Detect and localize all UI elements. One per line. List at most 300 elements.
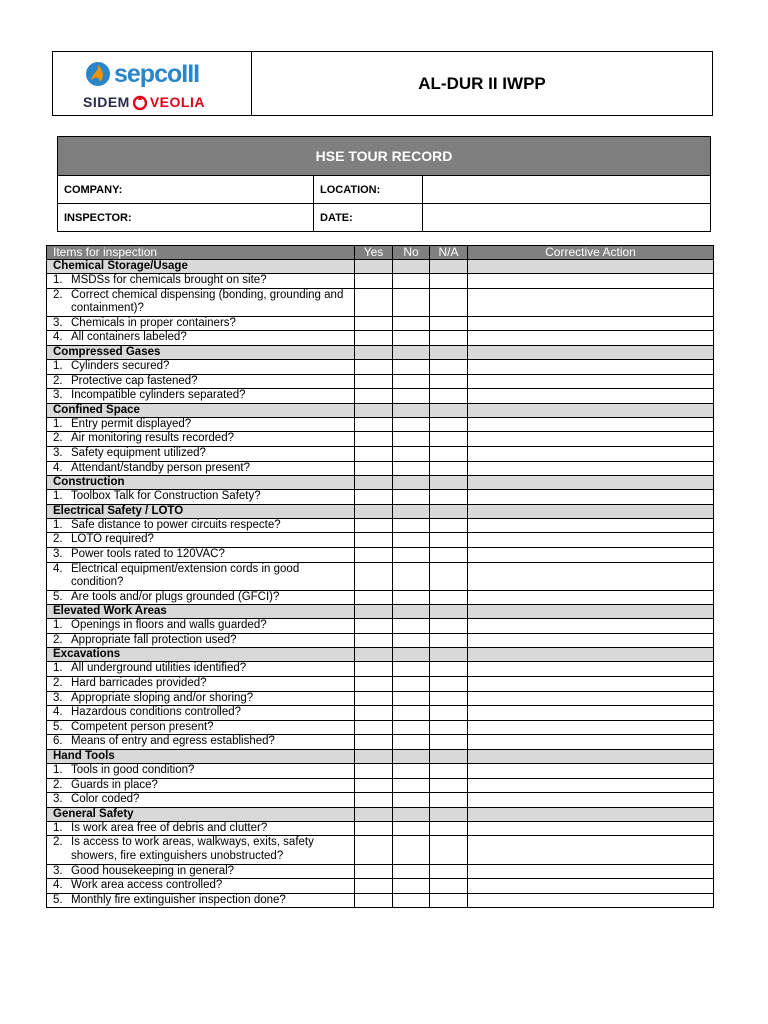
checklist-item-row bbox=[47, 633, 714, 648]
item-cell bbox=[47, 764, 355, 779]
no-cell[interactable] bbox=[393, 893, 430, 908]
date-label: DATE: bbox=[314, 204, 423, 232]
corrective-action-cell[interactable] bbox=[468, 662, 714, 677]
no-cell[interactable] bbox=[393, 677, 430, 692]
checklist-item-row bbox=[47, 677, 714, 692]
no-cell[interactable] bbox=[393, 764, 430, 779]
col-header-items: Items for inspection bbox=[47, 246, 355, 260]
no-cell[interactable] bbox=[393, 836, 430, 864]
checklist-item-row bbox=[47, 533, 714, 548]
item-cell bbox=[47, 619, 355, 634]
checklist-item-row bbox=[47, 720, 714, 735]
corrective-action-cell[interactable] bbox=[468, 518, 714, 533]
item-label: 6. Means of entry and egress established? bbox=[53, 735, 275, 748]
na-cell[interactable] bbox=[430, 417, 468, 432]
no-cell[interactable] bbox=[393, 432, 430, 447]
yes-cell[interactable] bbox=[355, 288, 393, 316]
corrective-action-cell[interactable] bbox=[468, 677, 714, 692]
location-field[interactable] bbox=[423, 176, 711, 204]
item-label: 5. Competent person present? bbox=[53, 720, 214, 733]
item-cell bbox=[47, 590, 355, 605]
item-cell bbox=[47, 836, 355, 864]
checklist-item-row bbox=[47, 274, 714, 289]
item-cell bbox=[47, 793, 355, 808]
na-cell[interactable] bbox=[430, 432, 468, 447]
item-label: 2. Appropriate fall protection used? bbox=[53, 633, 237, 646]
company-logo bbox=[53, 52, 252, 115]
item-cell bbox=[47, 778, 355, 793]
corrective-action-cell[interactable] bbox=[468, 836, 714, 864]
no-cell[interactable] bbox=[393, 359, 430, 374]
logo-sidem-text: SIDEM bbox=[83, 94, 130, 110]
na-cell[interactable] bbox=[430, 879, 468, 894]
checklist-item-row bbox=[47, 764, 714, 779]
section-title: Elevated Work Areas bbox=[47, 605, 355, 619]
corrective-action-cell[interactable] bbox=[468, 490, 714, 505]
section-title: Confined Space bbox=[47, 403, 355, 417]
checklist-item-row bbox=[47, 461, 714, 476]
item-cell bbox=[47, 562, 355, 590]
item-cell bbox=[47, 864, 355, 879]
no-cell[interactable] bbox=[393, 562, 430, 590]
no-cell[interactable] bbox=[393, 706, 430, 721]
item-cell bbox=[47, 533, 355, 548]
item-label: 3. Safety equipment utilized? bbox=[53, 446, 206, 459]
item-label: 1. Openings in floors and walls guarded? bbox=[53, 619, 267, 632]
section-blank-cell bbox=[393, 504, 430, 518]
item-cell bbox=[47, 461, 355, 476]
na-cell[interactable] bbox=[430, 331, 468, 346]
na-cell[interactable] bbox=[430, 706, 468, 721]
item-label: 4. Attendant/standby person present? bbox=[53, 461, 251, 474]
item-label: 1. Entry permit displayed? bbox=[53, 417, 192, 430]
corrective-action-cell[interactable] bbox=[468, 389, 714, 404]
section-blank-cell bbox=[355, 476, 393, 490]
document-title: AL-DUR II IWPP bbox=[418, 73, 546, 93]
section-blank-cell bbox=[393, 260, 430, 274]
corrective-action-cell[interactable] bbox=[468, 316, 714, 331]
no-cell[interactable] bbox=[393, 533, 430, 548]
company-label: COMPANY: bbox=[58, 176, 314, 204]
section-blank-cell bbox=[393, 807, 430, 821]
section-blank-cell bbox=[355, 504, 393, 518]
section-blank-cell bbox=[468, 403, 714, 417]
yes-cell[interactable] bbox=[355, 821, 393, 836]
section-blank-cell bbox=[355, 750, 393, 764]
veolia-icon bbox=[133, 95, 147, 110]
item-label: 4. Electrical equipment/extension cords in good condition? bbox=[53, 562, 300, 589]
yes-cell[interactable] bbox=[355, 562, 393, 590]
checklist-item-row bbox=[47, 691, 714, 706]
yes-cell[interactable] bbox=[355, 316, 393, 331]
corrective-action-cell[interactable] bbox=[468, 461, 714, 476]
section-blank-cell bbox=[430, 807, 468, 821]
item-cell bbox=[47, 389, 355, 404]
no-cell[interactable] bbox=[393, 417, 430, 432]
corrective-action-cell[interactable] bbox=[468, 446, 714, 461]
item-cell bbox=[47, 331, 355, 346]
yes-cell[interactable] bbox=[355, 274, 393, 289]
section-title: Hand Tools bbox=[47, 750, 355, 764]
checklist-item-row bbox=[47, 359, 714, 374]
item-label: 3. Appropriate sloping and/or shoring? bbox=[53, 691, 254, 704]
checklist-item-row bbox=[47, 374, 714, 389]
no-cell[interactable] bbox=[393, 720, 430, 735]
yes-cell[interactable] bbox=[355, 461, 393, 476]
na-cell[interactable] bbox=[430, 288, 468, 316]
col-header-no: No bbox=[393, 246, 430, 260]
yes-cell[interactable] bbox=[355, 374, 393, 389]
section-blank-cell bbox=[393, 750, 430, 764]
corrective-action-cell[interactable] bbox=[468, 432, 714, 447]
checklist-item-row bbox=[47, 706, 714, 721]
no-cell[interactable] bbox=[393, 316, 430, 331]
item-label: 1. Tools in good condition? bbox=[53, 764, 195, 777]
corrective-action-cell[interactable] bbox=[468, 274, 714, 289]
checklist-item-row bbox=[47, 836, 714, 864]
na-cell[interactable] bbox=[430, 359, 468, 374]
na-cell[interactable] bbox=[430, 691, 468, 706]
na-cell[interactable] bbox=[430, 562, 468, 590]
yes-cell[interactable] bbox=[355, 836, 393, 864]
section-blank-cell bbox=[355, 605, 393, 619]
no-cell[interactable] bbox=[393, 274, 430, 289]
item-cell bbox=[47, 432, 355, 447]
item-cell bbox=[47, 518, 355, 533]
yes-cell[interactable] bbox=[355, 662, 393, 677]
yes-cell[interactable] bbox=[355, 432, 393, 447]
section-blank-cell bbox=[430, 648, 468, 662]
section-blank-cell bbox=[430, 476, 468, 490]
corrective-action-cell[interactable] bbox=[468, 417, 714, 432]
inspection-checklist bbox=[46, 245, 714, 908]
na-cell[interactable] bbox=[430, 720, 468, 735]
item-cell bbox=[47, 720, 355, 735]
yes-cell[interactable] bbox=[355, 778, 393, 793]
corrective-action-cell[interactable] bbox=[468, 288, 714, 316]
section-blank-cell bbox=[393, 476, 430, 490]
item-cell bbox=[47, 677, 355, 692]
section-blank-cell bbox=[468, 476, 714, 490]
item-label: 1. Is work area free of debris and clutter? bbox=[53, 821, 268, 834]
no-cell[interactable] bbox=[393, 490, 430, 505]
item-cell bbox=[47, 735, 355, 750]
corrective-action-cell[interactable] bbox=[468, 706, 714, 721]
checklist-item-row bbox=[47, 864, 714, 879]
section-blank-cell bbox=[393, 345, 430, 359]
sepco-flame-icon bbox=[85, 61, 111, 87]
no-cell[interactable] bbox=[393, 793, 430, 808]
corrective-action-cell[interactable] bbox=[468, 720, 714, 735]
section-row bbox=[47, 605, 714, 619]
checklist-item-row bbox=[47, 793, 714, 808]
section-blank-cell bbox=[355, 345, 393, 359]
item-label: 1. Toolbox Talk for Construction Safety? bbox=[53, 490, 261, 503]
item-cell bbox=[47, 316, 355, 331]
section-blank-cell bbox=[468, 504, 714, 518]
section-blank-cell bbox=[468, 648, 714, 662]
section-blank-cell bbox=[468, 750, 714, 764]
yes-cell[interactable] bbox=[355, 793, 393, 808]
na-cell[interactable] bbox=[430, 893, 468, 908]
item-label: 1. Safe distance to power circuits respecte? bbox=[53, 518, 281, 531]
section-blank-cell bbox=[430, 345, 468, 359]
section-blank-cell bbox=[430, 260, 468, 274]
item-cell bbox=[47, 706, 355, 721]
na-cell[interactable] bbox=[430, 633, 468, 648]
section-blank-cell bbox=[393, 648, 430, 662]
item-cell bbox=[47, 274, 355, 289]
corrective-action-cell[interactable] bbox=[468, 374, 714, 389]
item-cell bbox=[47, 821, 355, 836]
section-blank-cell bbox=[393, 403, 430, 417]
na-cell[interactable] bbox=[430, 274, 468, 289]
checklist-item-row bbox=[47, 619, 714, 634]
na-cell[interactable] bbox=[430, 619, 468, 634]
corrective-action-cell[interactable] bbox=[468, 633, 714, 648]
checklist-item-row bbox=[47, 893, 714, 908]
section-title: Construction bbox=[47, 476, 355, 490]
col-header-corrective-action: Corrective Action bbox=[468, 246, 714, 260]
section-blank-cell bbox=[430, 750, 468, 764]
yes-cell[interactable] bbox=[355, 706, 393, 721]
checklist-item-row bbox=[47, 446, 714, 461]
checklist-item-row bbox=[47, 879, 714, 894]
checklist-item-row bbox=[47, 662, 714, 677]
yes-cell[interactable] bbox=[355, 720, 393, 735]
item-label: 1. MSDSs for chemicals brought on site? bbox=[53, 274, 267, 286]
section-row bbox=[47, 260, 714, 274]
na-cell[interactable] bbox=[430, 764, 468, 779]
na-cell[interactable] bbox=[430, 518, 468, 533]
checklist-item-row bbox=[47, 590, 714, 605]
item-label: 2. Air monitoring results recorded? bbox=[53, 432, 234, 445]
yes-cell[interactable] bbox=[355, 518, 393, 533]
no-cell[interactable] bbox=[393, 662, 430, 677]
document-header bbox=[52, 51, 713, 116]
item-label: 3. Color coded? bbox=[53, 793, 140, 806]
no-cell[interactable] bbox=[393, 374, 430, 389]
inspector-label: INSPECTOR: bbox=[58, 204, 314, 232]
checklist-item-row bbox=[47, 821, 714, 836]
corrective-action-cell[interactable] bbox=[468, 547, 714, 562]
yes-cell[interactable] bbox=[355, 619, 393, 634]
checklist-item-row bbox=[47, 417, 714, 432]
no-cell[interactable] bbox=[393, 778, 430, 793]
na-cell[interactable] bbox=[430, 446, 468, 461]
yes-cell[interactable] bbox=[355, 691, 393, 706]
section-blank-cell bbox=[430, 403, 468, 417]
section-row bbox=[47, 403, 714, 417]
no-cell[interactable] bbox=[393, 590, 430, 605]
checklist-item-row bbox=[47, 547, 714, 562]
no-cell[interactable] bbox=[393, 288, 430, 316]
section-blank-cell bbox=[430, 605, 468, 619]
no-cell[interactable] bbox=[393, 821, 430, 836]
na-cell[interactable] bbox=[430, 533, 468, 548]
na-cell[interactable] bbox=[430, 735, 468, 750]
item-label: 1. All underground utilities identified? bbox=[53, 662, 247, 675]
yes-cell[interactable] bbox=[355, 590, 393, 605]
checklist-item-row bbox=[47, 562, 714, 590]
logo-veolia-text: VEOLIA bbox=[149, 94, 205, 110]
corrective-action-cell[interactable] bbox=[468, 619, 714, 634]
corrective-action-cell[interactable] bbox=[468, 764, 714, 779]
no-cell[interactable] bbox=[393, 633, 430, 648]
section-row bbox=[47, 750, 714, 764]
corrective-action-cell[interactable] bbox=[468, 793, 714, 808]
na-cell[interactable] bbox=[430, 461, 468, 476]
na-cell[interactable] bbox=[430, 389, 468, 404]
corrective-action-cell[interactable] bbox=[468, 879, 714, 894]
checklist-item-row bbox=[47, 490, 714, 505]
section-title: Excavations bbox=[47, 648, 355, 662]
na-cell[interactable] bbox=[430, 590, 468, 605]
item-label: 4. Work area access controlled? bbox=[53, 879, 223, 892]
date-field[interactable] bbox=[423, 204, 711, 232]
item-cell bbox=[47, 662, 355, 677]
yes-cell[interactable] bbox=[355, 446, 393, 461]
corrective-action-cell[interactable] bbox=[468, 359, 714, 374]
item-cell bbox=[47, 691, 355, 706]
no-cell[interactable] bbox=[393, 331, 430, 346]
no-cell[interactable] bbox=[393, 864, 430, 879]
item-label: 2. Is access to work areas, walkways, exits, safety showers, fire extinguishers unobstructed? bbox=[53, 836, 314, 862]
item-label: 3. Chemicals in proper containers? bbox=[53, 316, 236, 329]
na-cell[interactable] bbox=[430, 821, 468, 836]
checklist-body bbox=[47, 260, 714, 908]
item-cell bbox=[47, 633, 355, 648]
section-row bbox=[47, 504, 714, 518]
corrective-action-cell[interactable] bbox=[468, 864, 714, 879]
item-label: 2. Protective cap fastened? bbox=[53, 374, 198, 387]
yes-cell[interactable] bbox=[355, 359, 393, 374]
no-cell[interactable] bbox=[393, 461, 430, 476]
section-row bbox=[47, 648, 714, 662]
section-title: General Safety bbox=[47, 807, 355, 821]
section-row bbox=[47, 345, 714, 359]
form-banner: HSE TOUR RECORD bbox=[58, 137, 711, 176]
item-label: 3. Good housekeeping in general? bbox=[53, 864, 235, 877]
item-cell bbox=[47, 490, 355, 505]
na-cell[interactable] bbox=[430, 374, 468, 389]
na-cell[interactable] bbox=[430, 778, 468, 793]
no-cell[interactable] bbox=[393, 446, 430, 461]
yes-cell[interactable] bbox=[355, 533, 393, 548]
item-cell bbox=[47, 547, 355, 562]
na-cell[interactable] bbox=[430, 662, 468, 677]
section-title: Compressed Gases bbox=[47, 345, 355, 359]
item-label: 4. All containers labeled? bbox=[53, 331, 187, 344]
yes-cell[interactable] bbox=[355, 879, 393, 894]
item-cell bbox=[47, 893, 355, 908]
corrective-action-cell[interactable] bbox=[468, 735, 714, 750]
yes-cell[interactable] bbox=[355, 864, 393, 879]
item-cell bbox=[47, 879, 355, 894]
item-label: 2. Hard barricades provided? bbox=[53, 677, 207, 690]
section-blank-cell bbox=[355, 260, 393, 274]
item-label: 2. Guards in place? bbox=[53, 778, 158, 791]
yes-cell[interactable] bbox=[355, 677, 393, 692]
na-cell[interactable] bbox=[430, 490, 468, 505]
yes-cell[interactable] bbox=[355, 389, 393, 404]
yes-cell[interactable] bbox=[355, 764, 393, 779]
item-label: 2. Correct chemical dispensing (bonding, grounding and containment)? bbox=[53, 288, 344, 315]
checklist-item-row bbox=[47, 778, 714, 793]
section-blank-cell bbox=[468, 807, 714, 821]
corrective-action-cell[interactable] bbox=[468, 590, 714, 605]
checklist-item-row bbox=[47, 389, 714, 404]
item-label: 5. Monthly fire extinguisher inspection done? bbox=[53, 893, 286, 906]
corrective-action-cell[interactable] bbox=[468, 893, 714, 908]
na-cell[interactable] bbox=[430, 836, 468, 864]
corrective-action-cell[interactable] bbox=[468, 331, 714, 346]
no-cell[interactable] bbox=[393, 691, 430, 706]
section-blank-cell bbox=[430, 504, 468, 518]
section-blank-cell bbox=[393, 605, 430, 619]
item-cell bbox=[47, 446, 355, 461]
no-cell[interactable] bbox=[393, 518, 430, 533]
na-cell[interactable] bbox=[430, 547, 468, 562]
item-label: 2. LOTO required? bbox=[53, 533, 154, 546]
yes-cell[interactable] bbox=[355, 547, 393, 562]
section-title: Electrical Safety / LOTO bbox=[47, 504, 355, 518]
item-label: 1. Cylinders secured? bbox=[53, 359, 170, 372]
checklist-item-row bbox=[47, 432, 714, 447]
col-header-na: N/A bbox=[430, 246, 468, 260]
corrective-action-cell[interactable] bbox=[468, 691, 714, 706]
item-label: 3. Power tools rated to 120VAC? bbox=[53, 547, 225, 560]
na-cell[interactable] bbox=[430, 677, 468, 692]
location-label: LOCATION: bbox=[314, 176, 423, 204]
na-cell[interactable] bbox=[430, 864, 468, 879]
section-blank-cell bbox=[468, 345, 714, 359]
yes-cell[interactable] bbox=[355, 633, 393, 648]
na-cell[interactable] bbox=[430, 793, 468, 808]
item-cell bbox=[47, 417, 355, 432]
corrective-action-cell[interactable] bbox=[468, 533, 714, 548]
item-label: 4. Hazardous conditions controlled? bbox=[53, 706, 242, 719]
section-blank-cell bbox=[468, 605, 714, 619]
yes-cell[interactable] bbox=[355, 490, 393, 505]
section-blank-cell bbox=[468, 260, 714, 274]
section-blank-cell bbox=[355, 807, 393, 821]
corrective-action-cell[interactable] bbox=[468, 562, 714, 590]
section-blank-cell bbox=[355, 648, 393, 662]
yes-cell[interactable] bbox=[355, 735, 393, 750]
corrective-action-cell[interactable] bbox=[468, 778, 714, 793]
no-cell[interactable] bbox=[393, 879, 430, 894]
no-cell[interactable] bbox=[393, 547, 430, 562]
no-cell[interactable] bbox=[393, 389, 430, 404]
no-cell[interactable] bbox=[393, 619, 430, 634]
no-cell[interactable] bbox=[393, 735, 430, 750]
checklist-item-row bbox=[47, 735, 714, 750]
section-blank-cell bbox=[355, 403, 393, 417]
na-cell[interactable] bbox=[430, 316, 468, 331]
corrective-action-cell[interactable] bbox=[468, 821, 714, 836]
item-cell bbox=[47, 359, 355, 374]
col-header-yes: Yes bbox=[355, 246, 393, 260]
yes-cell[interactable] bbox=[355, 893, 393, 908]
checklist-item-row bbox=[47, 288, 714, 316]
yes-cell[interactable] bbox=[355, 417, 393, 432]
item-label: 3. Incompatible cylinders separated? bbox=[53, 389, 246, 402]
section-row bbox=[47, 476, 714, 490]
yes-cell[interactable] bbox=[355, 331, 393, 346]
item-cell bbox=[47, 288, 355, 316]
section-title: Chemical Storage/Usage bbox=[47, 260, 355, 274]
